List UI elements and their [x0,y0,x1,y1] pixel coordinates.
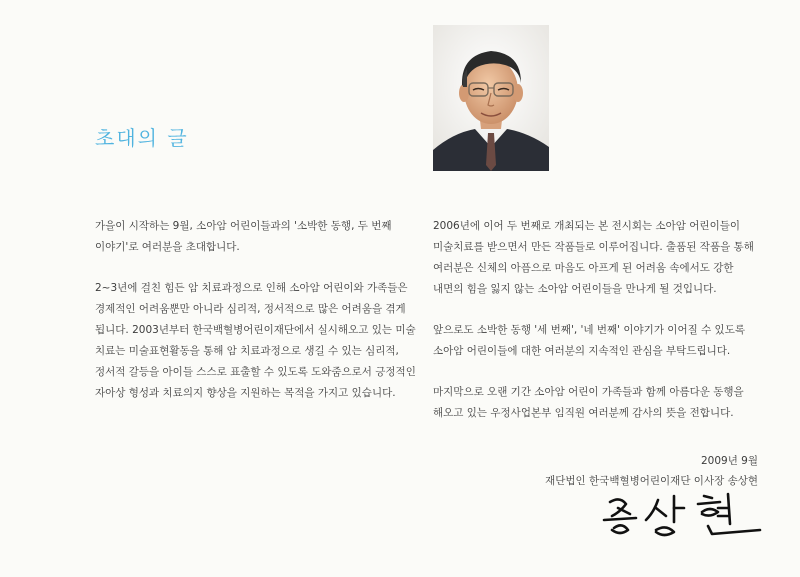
text-line: 치료는 미술표현활동을 통해 암 치료과정으로 생길 수 있는 심리적, [95,345,399,357]
left-column [95,216,430,424]
right-column [433,216,768,444]
paragraph [95,278,430,404]
text-line: 여러분은 신체의 아픔으로 마음도 아프게 된 어려움 속에서도 강한 [433,262,734,274]
text-line: 됩니다. 2003년부터 한국백혈병어린이재단에서 실시해오고 있는 미술 [95,324,416,336]
letter-date: 2009년 9월 [700,455,758,467]
signatory-organization: 재단법인 한국백혈병어린이재단 이사장 송상현 [545,475,758,487]
text-line: 내면의 힘을 잃지 않는 소아암 어린이들을 만나게 될 것입니다. [433,283,717,295]
text-line: 앞으로도 소박한 동행 '세 번째', '네 번째' 이야기가 이어질 수 있도록 [433,324,745,336]
text-line: 가을이 시작하는 9월, 소아암 어린이들과의 '소박한 동행, 두 번째 [95,220,392,232]
paragraph [433,320,768,362]
handwritten-signature [600,490,765,540]
text-line: 정서적 갈등을 아이들 스스로 표출할 수 있도록 도와줌으로서 긍정적인 [95,366,416,378]
text-line: 2006년에 이어 두 번째로 개최되는 본 전시회는 소아암 어린이들이 [433,220,740,232]
portrait-photo [433,25,549,171]
paragraph [433,382,768,424]
page-title: 초대의 글 [95,126,189,150]
text-line: 자아상 형성과 치료의지 향상을 지원하는 목적을 가지고 있습니다. [95,387,396,399]
text-line: 경제적인 어려움뿐만 아니라 심리적, 정서적으로 많은 어려움을 겪게 [95,303,406,315]
paragraph [433,216,768,300]
paragraph [95,216,430,258]
text-line: 2~3년에 걸친 힘든 암 치료과정으로 인해 소아암 어린이와 가족들은 [95,282,408,294]
text-line: 마지막으로 오랜 기간 소아암 어린이 가족들과 함께 아름다운 동행을 [433,386,744,398]
text-line: 해오고 있는 우정사업본부 임직원 여러분께 감사의 뜻을 전합니다. [433,407,734,419]
text-line: 소아암 어린이들에 대한 여러분의 지속적인 관심을 부탁드립니다. [433,345,731,357]
text-line: 미술치료를 받으면서 만든 작품들로 이루어집니다. 출품된 작품을 통해 [433,241,754,253]
text-line: 이야기'로 여러분을 초대합니다. [95,241,240,253]
